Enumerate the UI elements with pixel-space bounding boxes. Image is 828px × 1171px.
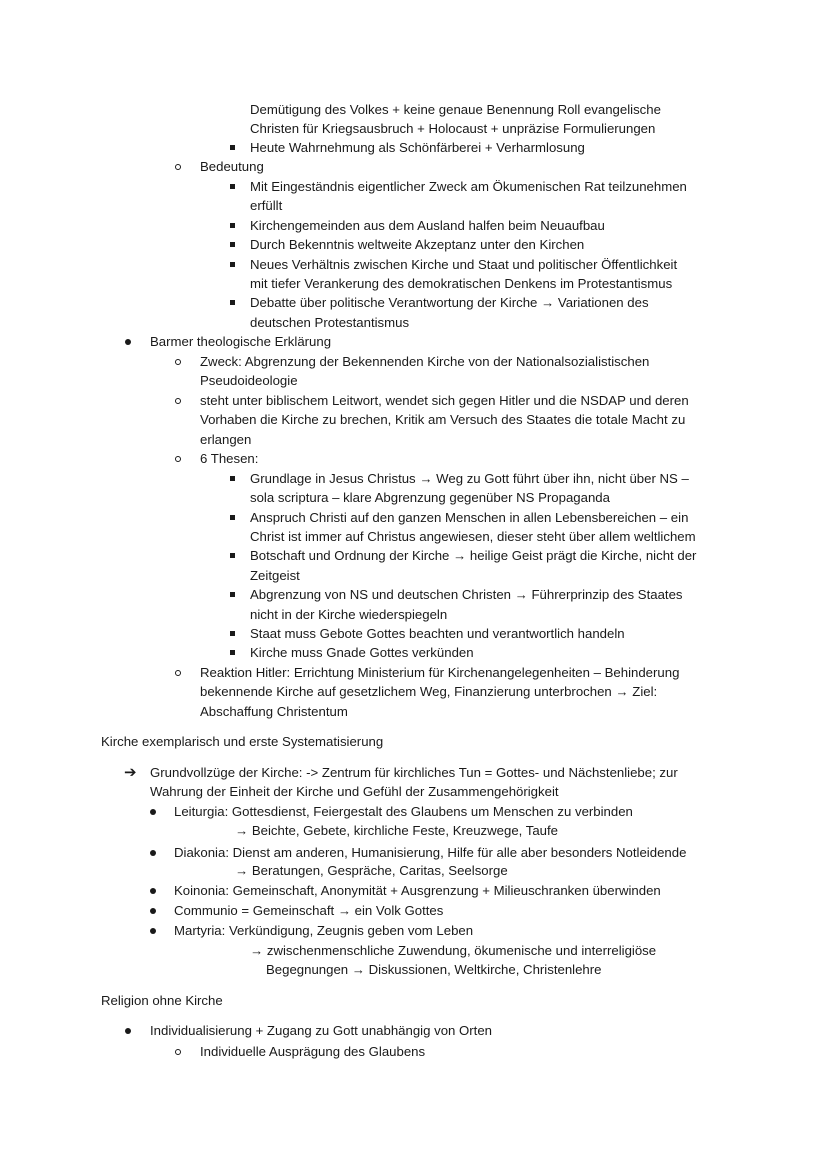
square-bullet-icon [230, 262, 235, 267]
text-line: Christen für Kriegsausbruch + Holocaust + unpräzise Formulierungen [250, 121, 656, 136]
text-line: Leiturgia: Gottesdienst, Feiergestalt des Glaubens um Menschen zu verbinden [174, 804, 633, 819]
text-line: Communio = Gemeinschaft → ein Volk Gottes [174, 903, 444, 918]
square-bullet-icon [230, 223, 235, 228]
section-heading: Religion ohne Kirche [101, 993, 223, 1008]
text-line: Neues Verhältnis zwischen Kirche und Staat und politischer Öffentlichkeit [250, 257, 678, 272]
text-line: Diakonia: Dienst am anderen, Humanisierung, Hilfe für alle aber besonders Notleidende [174, 845, 687, 860]
round-bullet-icon [150, 850, 156, 856]
round-bullet-icon [150, 888, 156, 894]
text-line: Wahrung der Einheit der Kirche und Gefühl der Zusammengehörigkeit [150, 784, 559, 799]
round-bullet-icon [150, 908, 156, 914]
arrow-right-icon: ➔ [124, 764, 137, 781]
text-line: Abgrenzung von NS und deutschen Christen → Führerprinzip des Staates [250, 587, 683, 602]
round-bullet-icon [125, 1028, 131, 1034]
text-line: mit tiefer Verankerung des demokratischen Denkens im Protestantismus [250, 276, 673, 291]
text-line: Individuelle Ausprägung des Glaubens [200, 1044, 426, 1059]
square-bullet-icon [230, 184, 235, 189]
text-line: nicht in der Kirche wiederspiegeln [250, 607, 448, 622]
text-line: → Beichte, Gebete, kirchliche Feste, Kreuzwege, Taufe [235, 823, 559, 838]
text-line: Heute Wahrnehmung als Schönfärberei + Verharmlosung [250, 140, 585, 155]
text-line: Pseudoideologie [200, 373, 298, 388]
text-line: Individualisierung + Zugang zu Gott unabhängig von Orten [150, 1023, 493, 1038]
text-line: Grundlage in Jesus Christus → Weg zu Gott führt über ihn, nicht über NS – [250, 471, 689, 486]
text-line: Mit Eingeständnis eigentlicher Zweck am Ökumenischen Rat teilzunehmen [250, 179, 687, 194]
text-line: Staat muss Gebote Gottes beachten und verantwortlich handeln [250, 626, 625, 641]
text-line: → Beratungen, Gespräche, Caritas, Seelsorge [235, 863, 508, 878]
text-line: Reaktion Hitler: Errichtung Ministerium für Kirchenangelegenheiten – Behinderung [200, 665, 680, 680]
round-bullet-icon [125, 339, 131, 345]
text-line: steht unter biblischem Leitwort, wendet sich gegen Hitler und die NSDAP und deren [200, 393, 689, 408]
text-line: Kirche muss Gnade Gottes verkünden [250, 645, 474, 660]
text-line: Christ ist immer auf Christus angewiesen, dieser steht über allem weltlichem [250, 529, 696, 544]
text-line: Zeitgeist [250, 568, 300, 583]
square-bullet-icon [230, 145, 235, 150]
square-bullet-icon [230, 650, 235, 655]
circle-bullet-icon [175, 456, 181, 462]
text-line: Durch Bekenntnis weltweite Akzeptanz unter den Kirchen [250, 237, 585, 252]
text-line: → zwischenmenschliche Zuwendung, ökumenische und interreligiöse [250, 943, 657, 958]
square-bullet-icon [230, 242, 235, 247]
text-line: erfüllt [250, 198, 283, 213]
square-bullet-icon [230, 592, 235, 597]
square-bullet-icon [230, 631, 235, 636]
text-line: Grundvollzüge der Kirche: -> Zentrum für kirchliches Tun = Gottes- und Nächstenliebe; zur [150, 765, 678, 780]
text-line: Kirchengemeinden aus dem Ausland halfen beim Neuaufbau [250, 218, 605, 233]
text-line: erlangen [200, 432, 252, 447]
text-line: Anspruch Christi auf den ganzen Menschen in allen Lebensbereichen – ein [250, 510, 689, 525]
square-bullet-icon [230, 300, 235, 305]
round-bullet-icon [150, 928, 156, 934]
text-line: Begegnungen → Diskussionen, Weltkirche, Christenlehre [266, 962, 602, 977]
text-line: Koinonia: Gemeinschaft, Anonymität + Ausgrenzung + Milieuschranken überwinden [174, 883, 661, 898]
text-line: Vorhaben die Kirche zu brechen, Kritik am Versuch des Staates die totale Macht zu [200, 412, 686, 427]
text-line: deutschen Protestantismus [250, 315, 410, 330]
square-bullet-icon [230, 515, 235, 520]
text-line: Debatte über politische Verantwortung der Kirche → Variationen des [250, 295, 649, 310]
text-line: Bedeutung [200, 159, 264, 174]
round-bullet-icon [150, 809, 156, 815]
section-heading: Kirche exemplarisch und erste Systematisierung [101, 734, 384, 749]
text-line: Barmer theologische Erklärung [150, 334, 332, 349]
circle-bullet-icon [175, 1049, 181, 1055]
circle-bullet-icon [175, 670, 181, 676]
square-bullet-icon [230, 476, 235, 481]
text-line: sola scriptura – klare Abgrenzung gegenüber NS Propaganda [250, 490, 610, 505]
text-line: Botschaft und Ordnung der Kirche → heilige Geist prägt die Kirche, nicht der [250, 548, 697, 563]
text-line: Zweck: Abgrenzung der Bekennenden Kirche von der Nationalsozialistischen [200, 354, 650, 369]
circle-bullet-icon [175, 398, 181, 404]
text-line: Demütigung des Volkes + keine genaue Benennung Roll evangelische [250, 102, 661, 117]
circle-bullet-icon [175, 164, 181, 170]
text-line: 6 Thesen: [200, 451, 259, 466]
text-line: Abschaffung Christentum [200, 704, 348, 719]
text-line: Martyria: Verkündigung, Zeugnis geben vom Leben [174, 923, 474, 938]
text-line: bekennende Kirche auf gesetzlichem Weg, Finanzierung unterbrochen → Ziel: [200, 684, 658, 699]
square-bullet-icon [230, 553, 235, 558]
circle-bullet-icon [175, 359, 181, 365]
